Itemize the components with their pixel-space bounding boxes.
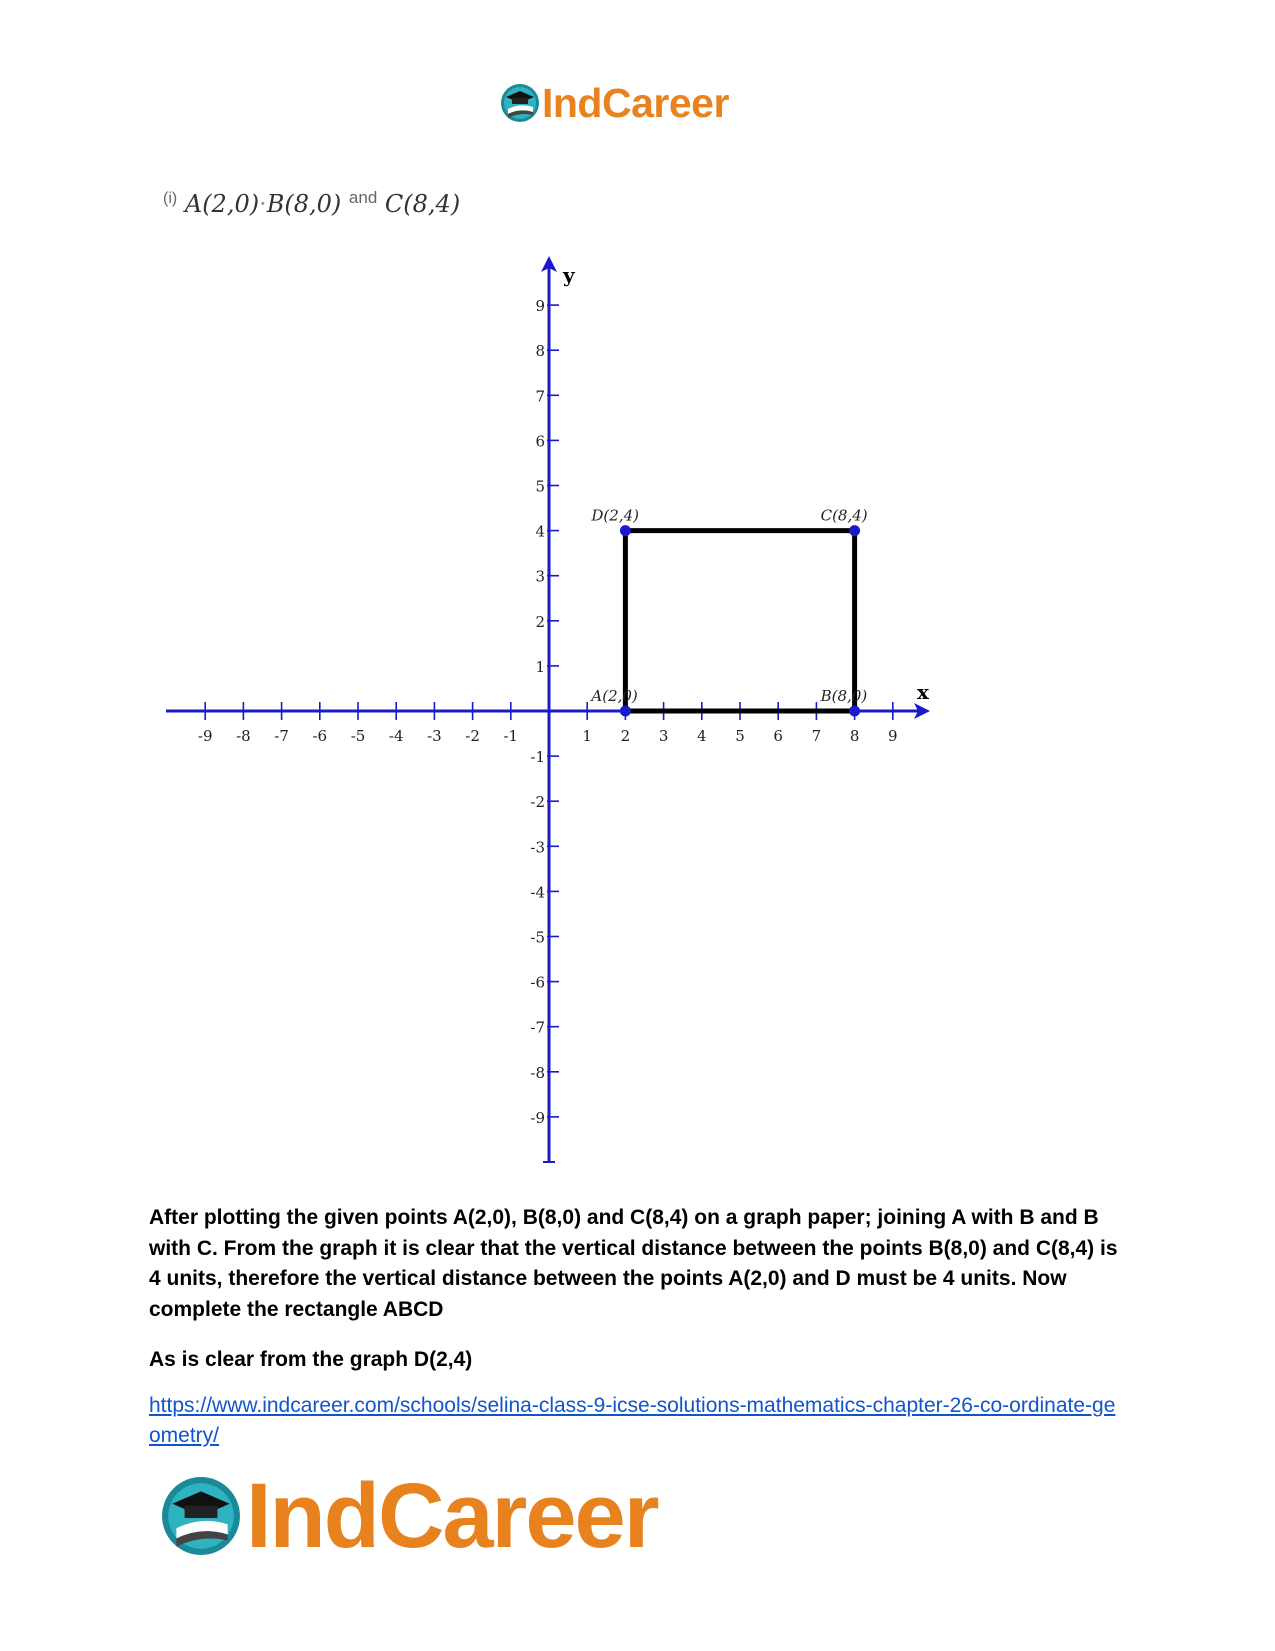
x-tick-label: 5 (735, 727, 745, 745)
x-tick-label: 1 (582, 727, 592, 745)
point-label-b: B(8,0) (820, 687, 868, 705)
point-c (849, 525, 860, 536)
x-tick-label: 7 (811, 727, 822, 745)
point-label-d: D(2,4) (591, 506, 639, 525)
y-tick-label: -8 (530, 1063, 545, 1082)
y-tick-label: 4 (535, 522, 545, 541)
x-tick-label: -1 (503, 727, 519, 745)
footer-logo (160, 1466, 658, 1566)
y-tick-label: -6 (530, 973, 545, 992)
y-tick-label: -3 (530, 838, 545, 857)
rectangle-abcd (625, 531, 854, 711)
x-tick-label: 4 (697, 727, 707, 745)
x-tick-label: -8 (236, 727, 251, 745)
y-tick-label: 7 (535, 387, 545, 406)
x-tick-label: 9 (888, 727, 898, 745)
source-link[interactable]: https://www.indcareer.com/schools/selina-class-9-icse-solutions-mathematics-chapter-26-co-ordinate-geometry/ (149, 1394, 1116, 1447)
y-tick-label: -7 (530, 1018, 545, 1037)
x-tick-label: -7 (274, 727, 289, 745)
brand-name: IndCareer (542, 79, 729, 126)
y-tick-label: -9 (530, 1108, 545, 1127)
y-tick-label: 9 (535, 297, 545, 316)
x-tick-label: 3 (658, 727, 669, 745)
x-tick-label: -9 (197, 727, 213, 745)
point-d (620, 525, 631, 536)
y-tick-label: 2 (535, 612, 545, 631)
graduation-cap-books-icon (160, 1475, 242, 1557)
x-tick-label: -3 (427, 727, 442, 745)
y-tick-label: 8 (535, 342, 545, 361)
y-tick-label: 1 (535, 657, 545, 676)
point-c-label: C(8,4) (384, 190, 461, 218)
brand-name: IndCareer (246, 1464, 658, 1567)
y-tick-label: -5 (530, 928, 545, 947)
y-tick-label: 3 (535, 567, 545, 586)
x-tick-label: -4 (388, 727, 404, 745)
x-tick-label: 2 (620, 727, 631, 745)
problem-statement: $^{(i)}$ A(2,0)·B(8,0) $^{and}$ C(8,4) (163, 188, 461, 218)
x-axis-label: x (917, 680, 929, 704)
y-tick-label: 6 (535, 432, 545, 451)
rectangle-outline (625, 531, 854, 711)
solution-conclusion: As is clear from the graph D(2,4) (149, 1348, 473, 1371)
x-tick-label: -2 (465, 727, 480, 745)
point-label-c: C(8,4) (820, 506, 868, 525)
point-b-label: B(8,0) (266, 190, 342, 218)
y-axis-label: y (563, 263, 575, 287)
y-tick-label: -1 (530, 748, 545, 767)
point-a (620, 706, 631, 717)
solution-paragraph: After plotting the given points A(2,0), B(8,0) and C(8,4) on a graph paper; joining A with B and B with C. From the graph it is clear that the vertical distance between the points B(8,0) and C(8,4) is 4 units, therefore the vertical distance between the points A(2,0) and D must be 4 units. Now complete the rectangle ABCD (149, 1206, 1118, 1321)
x-tick-label: 6 (773, 727, 783, 745)
x-tick-label: -6 (312, 727, 328, 745)
y-tick-label: 5 (535, 477, 545, 496)
x-tick-label: -5 (350, 727, 366, 745)
point-label-a: A(2,0) (591, 687, 638, 705)
point-a-label: A(2,0) (184, 190, 260, 218)
point-b (849, 706, 860, 717)
x-tick-label: 8 (849, 727, 860, 745)
y-tick-label: -2 (530, 793, 545, 812)
problem-number: (i) (163, 190, 178, 207)
and-word: and (348, 188, 378, 207)
points (589, 507, 867, 717)
y-tick-label: -4 (530, 883, 545, 902)
